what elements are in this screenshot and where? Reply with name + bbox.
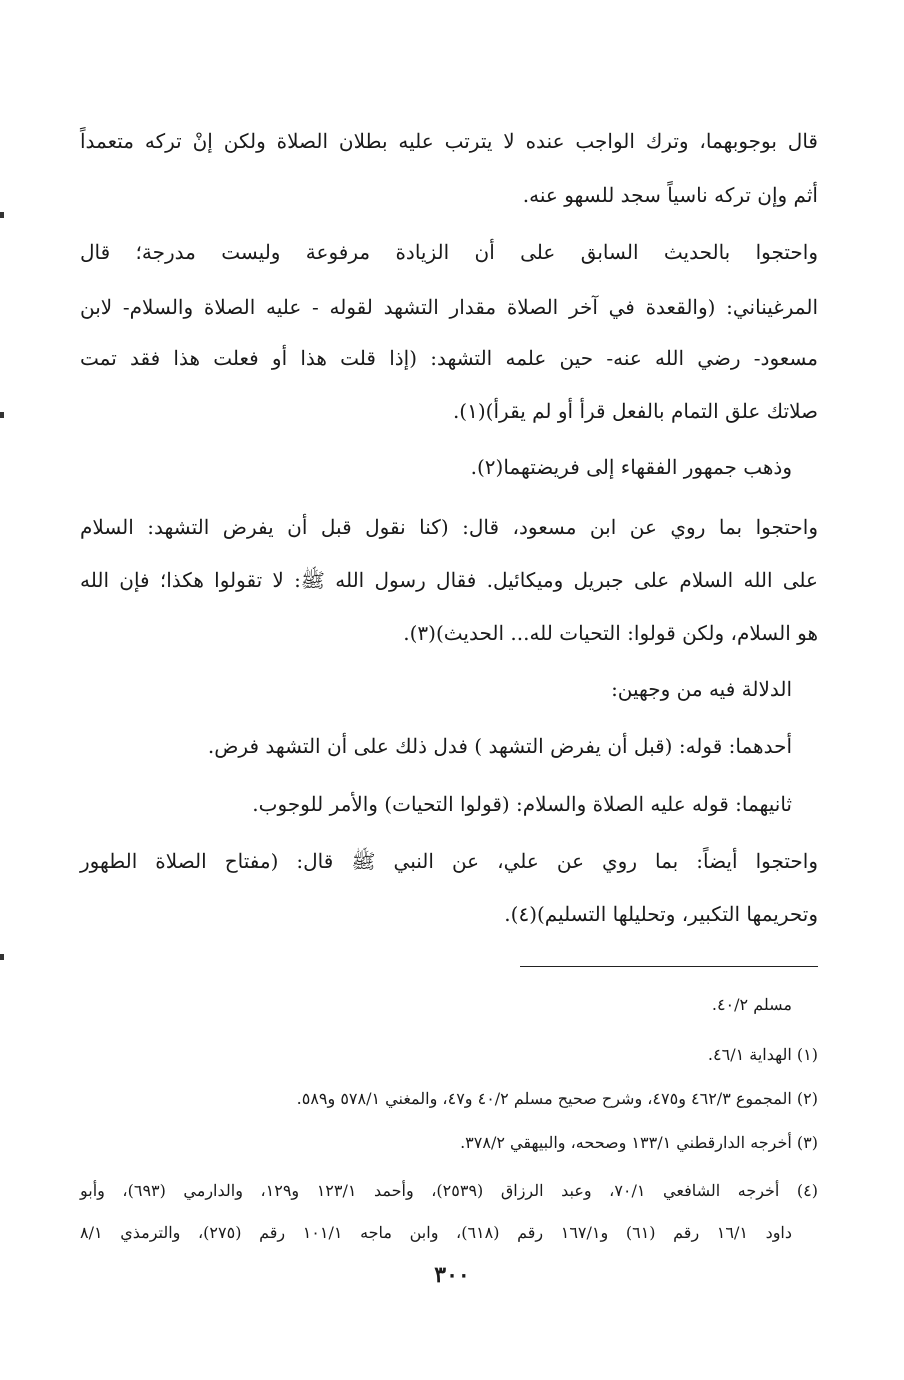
body-line-4: المرغيناني: (والقعدة في آخر الصلاة مقدار التشهد لقوله - عليه الصلاة والسلام- لابن [80,295,818,319]
body-line-7: وذهب جمهور الفقهاء إلى فريضتهما(٢). [470,455,792,479]
body-line-10: هو السلام، ولكن قولوا: التحيات لله... الحديث)(٣). [403,621,818,645]
body-line-12: أحدهما: قوله: (قبل أن يفرض التشهد ) فدل ذلك على أن التشهد فرض. [207,734,792,758]
body-line-3: واحتجوا بالحديث السابق على أن الزيادة مرفوعة وليست مدرجة؛ قال [80,240,818,264]
scan-edge-mark [0,954,4,960]
body-line-13: ثانيهما: قوله عليه الصلاة والسلام: (قولوا التحيات) والأمر للوجوب. [252,792,792,816]
body-line-11: الدلالة فيه من وجهين: [611,677,792,701]
footnote-4-line-2: داود ١٦/١ رقم (٦١) و١٦٧/١ رقم (٦١٨)، وابن ماجه ١٠١/١ رقم (٢٧٥)، والترمذي ٨/١ [80,1223,792,1242]
body-line-1: قال بوجوبهما، وترك الواجب عنده لا يترتب عليه بطلان الصلاة ولكن إنْ تركه متعمداً [80,129,818,153]
body-line-9: على الله السلام على جبريل وميكائيل. فقال رسول الله ﷺ: لا تقولوا هكذا؛ فإن الله [80,568,818,592]
footnote-1: (١) الهداية ٤٦/١. [707,1045,818,1064]
page-number: ٣٠٠ [434,1262,470,1288]
body-line-8: واحتجوا بما روي عن ابن مسعود، قال: (كنا نقول قبل أن يفرض التشهد: السلام [80,515,818,539]
body-line-5: مسعود- رضي الله عنه- حين علمه التشهد: (إذا قلت هذا أو فعلت هذا فقد تمت [80,346,818,370]
body-line-6: صلاتك علق التمام بالفعل قرأ أو لم يقرأ)(١). [452,399,818,423]
footnote-continuation: مسلم ٤٠/٢. [711,995,792,1014]
footnote-3: (٣) أخرجه الدارقطني ١٣٣/١ وصححه، والبيهقي ٣٧٨/٢. [460,1133,818,1152]
scan-edge-mark [0,412,4,418]
scan-edge-mark [0,212,4,218]
body-line-2: أثم وإن تركه ناسياً سجد للسهو عنه. [522,183,818,207]
footnote-4-line-1: (٤) أخرجه الشافعي ٧٠/١، وعبد الرزاق (٢٥٣٩)، وأحمد ١٢٣/١ و١٢٩، والدارمي (٦٩٣)، وأبو [80,1181,818,1200]
footnote-2: (٢) المجموع ٤٦٢/٣ و٤٧٥، وشرح صحيح مسلم ٤٠/٢ و٤٧، والمغني ٥٧٨/١ و٥٨٩. [296,1089,818,1108]
body-line-15: وتحريمها التكبير، وتحليلها التسليم)(٤). [504,902,818,926]
footnote-separator [520,966,818,967]
body-line-14: واحتجوا أيضاً: بما روي عن علي، عن النبي ﷺ قال: (مفتاح الصلاة الطهور [80,849,818,873]
